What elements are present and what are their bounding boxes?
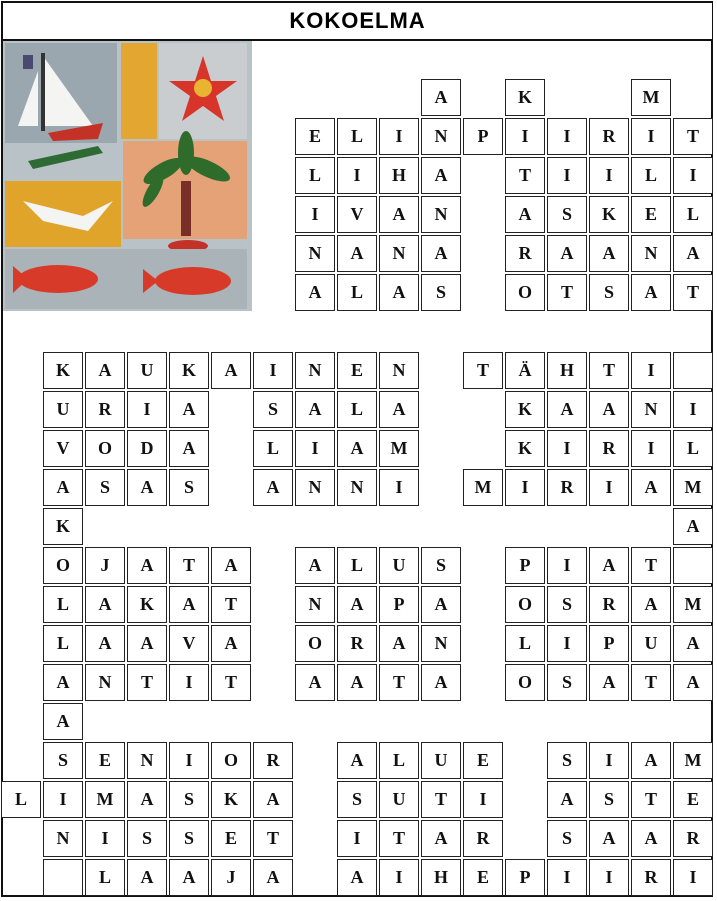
grid-cell[interactable]: A (85, 586, 125, 623)
grid-cell[interactable]: A (253, 859, 293, 896)
grid-cell[interactable]: A (631, 742, 671, 779)
grid-cell[interactable]: U (379, 781, 419, 818)
grid-cell[interactable]: H (379, 157, 419, 194)
grid-cell[interactable]: S (337, 781, 377, 818)
grid-cell[interactable]: T (589, 352, 629, 389)
grid-cell[interactable]: A (337, 859, 377, 896)
grid-cell[interactable]: R (505, 235, 545, 272)
grid-cell[interactable]: O (295, 625, 335, 662)
grid-cell[interactable]: A (127, 547, 167, 584)
grid-cell[interactable]: U (127, 352, 167, 389)
grid-cell[interactable]: A (631, 274, 671, 311)
grid-cell[interactable]: I (589, 859, 629, 896)
grid-cell[interactable]: T (463, 352, 503, 389)
grid-cell[interactable]: R (631, 859, 671, 896)
grid-cell[interactable]: O (85, 430, 125, 467)
grid-cell[interactable]: M (631, 79, 671, 116)
empty-grid-cell[interactable] (673, 547, 713, 584)
grid-cell[interactable]: T (169, 547, 209, 584)
grid-cell[interactable]: A (589, 820, 629, 857)
grid-cell[interactable]: I (379, 118, 419, 155)
grid-cell[interactable]: S (169, 781, 209, 818)
grid-cell[interactable]: A (85, 352, 125, 389)
grid-cell[interactable]: T (379, 820, 419, 857)
grid-cell[interactable]: N (295, 352, 335, 389)
grid-cell[interactable]: I (589, 469, 629, 506)
grid-cell[interactable]: J (85, 547, 125, 584)
grid-cell[interactable]: A (589, 391, 629, 428)
grid-cell[interactable]: S (127, 820, 167, 857)
grid-cell[interactable]: E (295, 118, 335, 155)
grid-cell[interactable]: E (463, 859, 503, 896)
grid-cell[interactable]: E (631, 196, 671, 233)
grid-cell[interactable]: A (253, 781, 293, 818)
grid-cell[interactable]: A (169, 586, 209, 623)
grid-cell[interactable]: N (43, 820, 83, 857)
grid-cell[interactable]: A (337, 430, 377, 467)
grid-cell[interactable]: S (85, 469, 125, 506)
grid-cell[interactable]: R (253, 742, 293, 779)
grid-cell[interactable]: M (673, 586, 713, 623)
grid-cell[interactable]: I (379, 859, 419, 896)
empty-grid-cell[interactable] (673, 352, 713, 389)
grid-cell[interactable]: P (379, 586, 419, 623)
grid-cell[interactable]: N (295, 469, 335, 506)
grid-cell[interactable]: L (337, 274, 377, 311)
grid-cell[interactable]: A (505, 196, 545, 233)
grid-cell[interactable]: U (631, 625, 671, 662)
grid-cell[interactable]: R (463, 820, 503, 857)
grid-cell[interactable]: A (211, 625, 251, 662)
grid-cell[interactable]: N (295, 586, 335, 623)
grid-cell[interactable]: S (169, 469, 209, 506)
grid-cell[interactable]: T (547, 274, 587, 311)
grid-cell[interactable]: I (631, 118, 671, 155)
grid-cell[interactable]: A (547, 781, 587, 818)
grid-cell[interactable]: A (127, 781, 167, 818)
grid-cell[interactable]: I (253, 352, 293, 389)
grid-cell[interactable]: M (463, 469, 503, 506)
grid-cell[interactable]: I (589, 742, 629, 779)
grid-cell[interactable]: I (547, 118, 587, 155)
grid-cell[interactable]: R (547, 469, 587, 506)
grid-cell[interactable]: P (505, 859, 545, 896)
grid-cell[interactable]: A (421, 586, 461, 623)
grid-cell[interactable]: A (631, 586, 671, 623)
grid-cell[interactable]: M (85, 781, 125, 818)
grid-cell[interactable]: A (631, 820, 671, 857)
grid-cell[interactable]: I (589, 157, 629, 194)
grid-cell[interactable]: M (673, 469, 713, 506)
mosaic-picture (3, 41, 252, 311)
grid-cell[interactable]: I (547, 547, 587, 584)
grid-cell[interactable]: A (169, 859, 209, 896)
grid-cell[interactable]: R (85, 391, 125, 428)
grid-cell[interactable]: S (589, 781, 629, 818)
grid-cell[interactable]: R (589, 118, 629, 155)
grid-cell[interactable]: D (127, 430, 167, 467)
grid-cell[interactable]: O (505, 274, 545, 311)
grid-cell[interactable]: L (43, 586, 83, 623)
grid-cell[interactable]: J (211, 859, 251, 896)
grid-cell[interactable]: L (673, 430, 713, 467)
grid-cell[interactable]: A (295, 664, 335, 701)
grid-cell[interactable]: I (505, 118, 545, 155)
grid-cell[interactable]: T (253, 820, 293, 857)
grid-cell[interactable]: A (169, 391, 209, 428)
grid-cell[interactable]: O (211, 742, 251, 779)
grid-cell[interactable]: L (631, 157, 671, 194)
grid-cell[interactable]: L (43, 625, 83, 662)
grid-cell[interactable]: I (43, 781, 83, 818)
grid-cell[interactable]: I (295, 430, 335, 467)
grid-cell[interactable]: I (337, 820, 377, 857)
grid-cell[interactable]: L (673, 196, 713, 233)
grid-cell[interactable]: A (673, 508, 713, 545)
grid-cell[interactable]: L (295, 157, 335, 194)
grid-cell[interactable]: S (169, 820, 209, 857)
grid-cell[interactable]: A (337, 235, 377, 272)
grid-cell[interactable]: L (1, 781, 41, 818)
grid-cell[interactable]: A (379, 274, 419, 311)
grid-cell[interactable]: I (85, 820, 125, 857)
grid-cell[interactable]: L (253, 430, 293, 467)
grid-cell[interactable]: P (505, 547, 545, 584)
grid-cell[interactable]: N (379, 235, 419, 272)
grid-cell[interactable]: N (295, 235, 335, 272)
grid-cell[interactable]: T (379, 664, 419, 701)
grid-cell[interactable]: A (547, 235, 587, 272)
grid-cell[interactable]: K (505, 391, 545, 428)
grid-cell[interactable]: A (127, 859, 167, 896)
grid-cell[interactable]: R (673, 820, 713, 857)
grid-cell[interactable]: A (211, 547, 251, 584)
grid-cell[interactable]: H (421, 859, 461, 896)
grid-cell[interactable]: E (673, 781, 713, 818)
grid-cell[interactable]: T (631, 547, 671, 584)
grid-cell[interactable]: Ä (505, 352, 545, 389)
grid-cell[interactable]: P (463, 118, 503, 155)
grid-cell[interactable]: I (673, 391, 713, 428)
grid-cell[interactable]: A (421, 820, 461, 857)
grid-cell[interactable]: S (253, 391, 293, 428)
grid-cell[interactable]: E (85, 742, 125, 779)
grid-cell[interactable]: O (505, 664, 545, 701)
grid-cell[interactable]: A (421, 79, 461, 116)
grid-cell[interactable]: A (295, 547, 335, 584)
grid-cell[interactable]: N (85, 664, 125, 701)
grid-cell[interactable]: A (421, 235, 461, 272)
grid-cell[interactable]: A (673, 664, 713, 701)
grid-cell[interactable]: I (127, 391, 167, 428)
grid-cell[interactable]: S (547, 820, 587, 857)
grid-cell[interactable]: A (379, 625, 419, 662)
grid-cell[interactable]: A (43, 469, 83, 506)
grid-cell[interactable]: T (127, 664, 167, 701)
grid-cell[interactable]: A (337, 586, 377, 623)
grid-cell[interactable]: I (547, 157, 587, 194)
grid-cell[interactable]: K (505, 430, 545, 467)
grid-cell[interactable]: P (589, 625, 629, 662)
grid-cell[interactable]: A (589, 547, 629, 584)
grid-cell[interactable]: N (337, 469, 377, 506)
grid-cell[interactable]: A (421, 157, 461, 194)
grid-cell[interactable]: N (631, 391, 671, 428)
grid-cell[interactable]: R (589, 430, 629, 467)
grid-cell[interactable]: V (169, 625, 209, 662)
grid-cell[interactable]: N (127, 742, 167, 779)
grid-cell[interactable]: S (547, 742, 587, 779)
grid-cell[interactable]: S (547, 664, 587, 701)
grid-cell[interactable]: U (421, 742, 461, 779)
grid-cell[interactable]: S (43, 742, 83, 779)
grid-cell[interactable]: A (295, 274, 335, 311)
grid-cell[interactable]: L (337, 118, 377, 155)
grid-cell[interactable]: A (127, 469, 167, 506)
grid-cell[interactable]: I (673, 157, 713, 194)
grid-cell[interactable]: I (547, 430, 587, 467)
grid-cell[interactable]: A (169, 430, 209, 467)
grid-cell[interactable]: N (421, 625, 461, 662)
grid-cell[interactable]: E (463, 742, 503, 779)
grid-cell[interactable]: A (631, 469, 671, 506)
grid-cell[interactable]: H (547, 352, 587, 389)
grid-cell[interactable]: A (253, 469, 293, 506)
grid-cell[interactable]: O (505, 586, 545, 623)
grid-cell[interactable]: U (379, 547, 419, 584)
grid-cell[interactable]: A (379, 196, 419, 233)
grid-cell[interactable]: A (337, 664, 377, 701)
grid-cell[interactable]: T (211, 664, 251, 701)
grid-cell[interactable]: I (337, 157, 377, 194)
grid-cell[interactable]: N (421, 196, 461, 233)
grid-cell[interactable]: K (43, 508, 83, 545)
grid-cell[interactable]: A (379, 391, 419, 428)
grid-cell[interactable]: V (43, 430, 83, 467)
grid-cell[interactable]: A (589, 664, 629, 701)
grid-cell[interactable]: I (631, 352, 671, 389)
grid-cell[interactable]: A (673, 235, 713, 272)
grid-cell[interactable]: L (337, 391, 377, 428)
grid-cell[interactable]: S (421, 547, 461, 584)
grid-cell[interactable]: T (673, 274, 713, 311)
grid-cell[interactable]: O (43, 547, 83, 584)
grid-cell[interactable]: E (337, 352, 377, 389)
puzzle-title: KOKOELMA (3, 3, 712, 41)
grid-cell[interactable]: T (673, 118, 713, 155)
grid-cell[interactable]: A (337, 742, 377, 779)
grid-cell[interactable]: L (379, 742, 419, 779)
grid-cell[interactable]: U (43, 391, 83, 428)
grid-cell[interactable]: K (169, 352, 209, 389)
grid-cell[interactable]: I (673, 859, 713, 896)
grid-cell[interactable]: A (421, 664, 461, 701)
grid-cell[interactable]: L (85, 859, 125, 896)
grid-cell[interactable]: K (127, 586, 167, 623)
grid-cell[interactable]: A (85, 625, 125, 662)
grid-cell[interactable]: I (463, 781, 503, 818)
grid-cell[interactable]: A (127, 625, 167, 662)
grid-cell[interactable]: A (547, 391, 587, 428)
grid-cell[interactable]: T (631, 781, 671, 818)
grid-cell[interactable]: A (43, 664, 83, 701)
grid-cell[interactable]: A (43, 703, 83, 740)
grid-cell[interactable]: N (421, 118, 461, 155)
grid-cell[interactable]: E (211, 820, 251, 857)
grid-cell[interactable]: I (169, 742, 209, 779)
grid-cell[interactable]: S (421, 274, 461, 311)
grid-cell[interactable]: A (589, 235, 629, 272)
grid-cell[interactable]: I (631, 430, 671, 467)
grid-cell[interactable]: I (169, 664, 209, 701)
grid-cell[interactable]: I (379, 469, 419, 506)
grid-cell[interactable]: K (211, 781, 251, 818)
grid-cell[interactable]: T (505, 157, 545, 194)
grid-cell[interactable]: K (505, 79, 545, 116)
grid-cell[interactable]: L (505, 625, 545, 662)
grid-cell[interactable]: T (211, 586, 251, 623)
grid-cell[interactable]: R (337, 625, 377, 662)
grid-cell[interactable]: K (43, 352, 83, 389)
grid-cell[interactable]: A (673, 625, 713, 662)
grid-cell[interactable]: A (211, 352, 251, 389)
grid-cell[interactable]: K (589, 196, 629, 233)
grid-cell[interactable]: R (589, 586, 629, 623)
grid-cell[interactable]: I (505, 469, 545, 506)
grid-cell[interactable]: T (631, 664, 671, 701)
grid-cell[interactable]: L (337, 547, 377, 584)
grid-cell[interactable]: A (295, 391, 335, 428)
empty-grid-cell[interactable] (43, 859, 83, 896)
grid-cell[interactable]: S (547, 586, 587, 623)
grid-cell[interactable]: M (379, 430, 419, 467)
grid-cell[interactable]: M (673, 742, 713, 779)
grid-cell[interactable]: V (337, 196, 377, 233)
grid-cell[interactable]: I (295, 196, 335, 233)
grid-cell[interactable]: I (547, 625, 587, 662)
grid-cell[interactable]: I (547, 859, 587, 896)
grid-cell[interactable]: S (589, 274, 629, 311)
grid-cell[interactable]: S (547, 196, 587, 233)
grid-cell[interactable]: N (631, 235, 671, 272)
grid-cell[interactable]: T (421, 781, 461, 818)
grid-cell[interactable]: N (379, 352, 419, 389)
